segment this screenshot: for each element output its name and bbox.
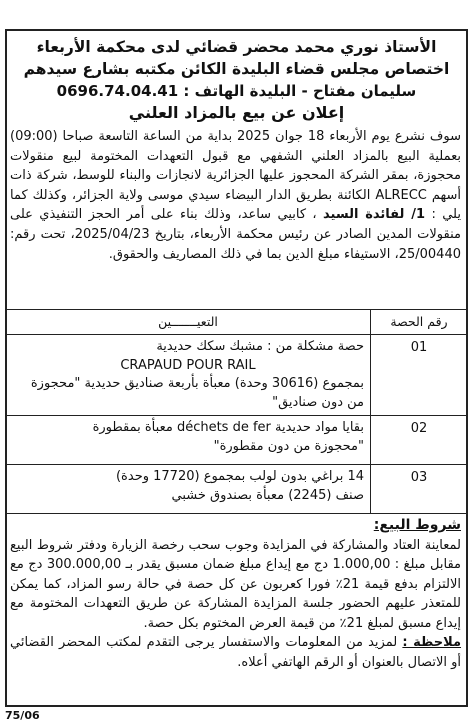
note bbox=[10, 633, 461, 672]
jurisdiction-address: اختصاص مجلس قضاء البليدة الكائن مكتبه بشارع سيدهم bbox=[23, 60, 450, 78]
intro-paragraph bbox=[10, 127, 461, 264]
address-phone: سليمان مفتاح - البليدة الهاتف : 0696.74.04.41 bbox=[56, 82, 417, 100]
table-row bbox=[6, 335, 468, 416]
lot-line: حصة مشكلة من : مشبك سكك حديدية bbox=[156, 339, 364, 354]
footer-code: 75/06 bbox=[5, 709, 40, 722]
beneficiary-label: 1/ لفائدة السيد bbox=[323, 207, 426, 223]
top-margin bbox=[0, 0, 473, 22]
lot-description bbox=[6, 416, 371, 465]
table-row bbox=[6, 416, 468, 465]
designation-header: التعيـــــــين bbox=[6, 310, 371, 335]
conditions-title: شروط البيع: bbox=[373, 517, 461, 533]
lot-line: "محجوزة من دون مقطورة" bbox=[213, 438, 364, 454]
sale-conditions bbox=[10, 516, 461, 672]
lot-line: بمجموع (30616 وحدة) معبأة بأربعة صناديق حديدية "محجوزة من دون صناديق" bbox=[30, 376, 364, 410]
lot-number: 01 bbox=[410, 340, 428, 355]
lots-table bbox=[5, 309, 468, 514]
conditions-text: لمعاينة العتاد والمشاركة في المزايدة وجوب سحب رخصة الزيارة ودفتر شروط البيع مقابل مبلغ : 1.000,00 دج مع إيداع مبلغ ضمان مسبق يقدر بـ 300.000,00 دج مع الالتزام بدفع قيمة 21٪ فورا كعربون عن كل حصة في حالة رسو المزاد، كما يمكن للمتعذر عليهم الحضور جلسة المزايدة المشاركة عن طريق التعهدات المختومة مع إيداع مسبق لمبلغ 21٪ من قيمة العرض المختوم بكل حصة. bbox=[10, 537, 461, 631]
intro-text-2: ، كابيي ساعد، وذلك بناء على أمر الحجز التنفيذي على منقولات المدين الصادر عن رئيس محكمة الأربعاء، بتاريخ 2025/04/23، تحت رقم: 25/00440، الاستيفاء مبلغ الدين بما في ذلك المصاريف والحقوق. bbox=[10, 207, 461, 262]
lot-number-header: رقم الحصة bbox=[371, 310, 468, 335]
lot-description bbox=[6, 335, 371, 416]
lot-number: 03 bbox=[410, 470, 428, 485]
table-row bbox=[6, 465, 468, 514]
notice-title: إعلان عن بيع بالمزاد العلني bbox=[128, 103, 345, 122]
lot-line: بقايا مواد حديدية déchets de fer معبأة بمقطورة bbox=[92, 420, 364, 435]
table-header-row bbox=[6, 310, 468, 335]
lot-line: صنف (2245) معبأة بصندوق خشبي bbox=[171, 487, 364, 503]
lot-number: 02 bbox=[410, 421, 428, 436]
intro-text-1: سوف نشرع يوم الأربعاء 18 جوان 2025 بداية من الساعة التاسعة صباحا (09:00) بعملية البيع بالمزاد العلني الشفهي مع قبول التعهدات المختومة لبيع منقولات محجوزة، بمقر الشركة المحجوز عليها الجزائرية لانجازات والبناء للوسط، شركة ذات أسهم ALRECC الكائنة بطريق الدار البيضاء سيدي موسى ولاية الجزائر، وكذلك كما يلي : bbox=[10, 129, 462, 223]
note-text: لمزيد من المعلومات والاستفسار يرجى التقدم لمكتب المحضر القضائي أو الاتصال بالعنوان أو الرقم الهاتفي أعلاه. bbox=[10, 635, 461, 670]
lot-latin-name: CRAPAUD POUR RAIL bbox=[120, 357, 256, 373]
lot-description bbox=[6, 465, 371, 514]
lot-line: 14 براغي بدون لولب بمجموع (17720 وحدة) bbox=[115, 469, 364, 484]
note-label: ملاحظة : bbox=[402, 635, 462, 650]
bailiff-name: الأستاذ نوري محمد محضر قضائي لدى محكمة الأربعاء bbox=[36, 38, 437, 56]
